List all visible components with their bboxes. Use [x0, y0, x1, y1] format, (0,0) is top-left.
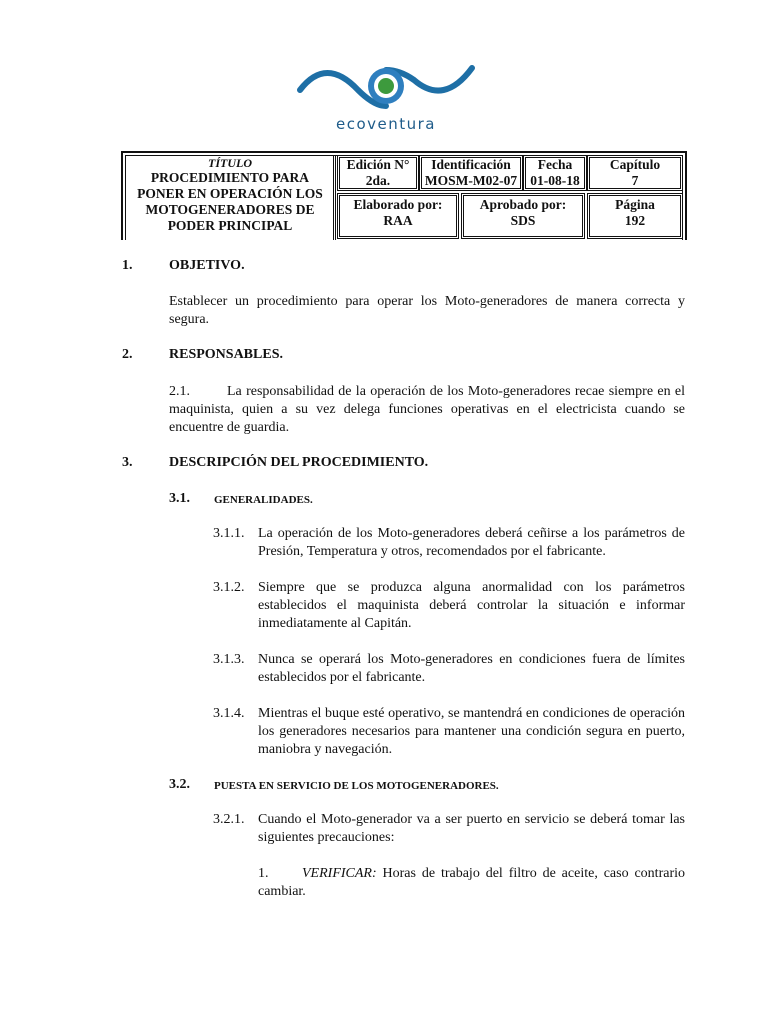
- subsection-3-2-title: PUESTA EN SERVICIO DE LOS MOTOGENERADORES.: [214, 780, 499, 792]
- section-2-title: RESPONSABLES.: [169, 347, 283, 362]
- identificacion-value: MOSM-M02-07: [424, 173, 518, 188]
- section-1-number: 1.: [122, 258, 133, 273]
- pagina-value: 192: [624, 213, 646, 228]
- subsection-3-2-number: 3.2.: [169, 777, 190, 792]
- check-item-1-text: Horas de trabajo del filtro de aceite, caso contrario cambiar.: [258, 866, 685, 899]
- item-3-2-1-number: 3.2.1.: [213, 812, 245, 827]
- document-title: PROCEDIMIENTO PARA PONER EN OPERACIÓN LOS MOTOGENERADORES DE PODER PRINCIPAL: [137, 170, 323, 233]
- capitulo-value: 7: [631, 173, 639, 188]
- item-3-1-1-text: La operación de los Moto-generadores deberá ceñirse a los parámetros de Presión, Temperatura y otros, recomendados por el fabricante.: [258, 526, 685, 559]
- section-1-title: OBJETIVO.: [169, 258, 245, 273]
- title-cell: [131, 157, 329, 234]
- item-3-1-1-number: 3.1.1.: [213, 526, 245, 541]
- item-3-1-2-text: Siempre que se produzca alguna anormalidad con los parámetros establecidos el maquinista deberá controlar la situación e informar inmediatamente al Capitán.: [258, 580, 685, 631]
- paragraph-2-1-text: La responsabilidad de la operación de los Moto-generadores recae siempre en el maquinista, quien a su vez delega funciones operativas en el electricista cuando se encuentre de guardia.: [169, 384, 685, 435]
- pagina-label: Página: [615, 197, 655, 212]
- check-item-1: [258, 865, 685, 901]
- fecha-label: Fecha: [537, 157, 573, 172]
- wave-eye-icon: [296, 48, 476, 118]
- item-3-1-3-number: 3.1.3.: [213, 652, 245, 667]
- fecha-value: 01-08-18: [530, 173, 580, 188]
- item-3-2-1-text: Cuando el Moto-generador va a ser puerto en servicio se deberá tomar las siguientes precauciones:: [258, 812, 685, 845]
- elaborado-value: RAA: [383, 213, 413, 228]
- elaborado-label: Elaborado por:: [353, 197, 443, 212]
- subsection-3-1-number: 3.1.: [169, 491, 190, 506]
- section-1-text: Establecer un procedimiento para operar los Moto-generadores de manera correcta y segura.: [169, 294, 685, 327]
- paragraph-2-1-number: 2.1.: [169, 384, 190, 399]
- company-logo: [296, 48, 476, 138]
- aprobado-value: SDS: [510, 213, 536, 228]
- item-3-1-4-number: 3.1.4.: [213, 706, 245, 721]
- identificacion-label: Identificación: [431, 157, 511, 172]
- logo-text: ecoventura: [335, 115, 436, 133]
- item-3-1-2-number: 3.1.2.: [213, 580, 245, 595]
- check-item-1-number: 1.: [258, 866, 269, 881]
- section-2-number: 2.: [122, 347, 133, 362]
- document-header-table: [121, 151, 687, 240]
- item-3-1-4-text: Mientras el buque esté operativo, se mantendrá en condiciones de operación los generadores necesarios para mantener una condición segura en puerto, maniobra y navegación.: [258, 706, 685, 757]
- capitulo-label: Capítulo: [609, 157, 661, 172]
- section-3-number: 3.: [122, 455, 133, 470]
- check-item-1-label: VERIFICAR:: [302, 866, 377, 881]
- section-3-title: DESCRIPCIÓN DEL PROCEDIMIENTO.: [169, 455, 429, 470]
- item-3-1-3-text: Nunca se operará los Moto-generadores en condiciones fuera de límites establecidos por el fabricante.: [258, 652, 685, 685]
- edicion-label: Edición N°: [346, 157, 410, 172]
- subsection-3-1-title: GENERALIDADES.: [214, 494, 313, 506]
- aprobado-label: Aprobado por:: [479, 197, 567, 212]
- edicion-value: 2da.: [365, 173, 391, 188]
- title-label: TÍTULO: [208, 156, 252, 170]
